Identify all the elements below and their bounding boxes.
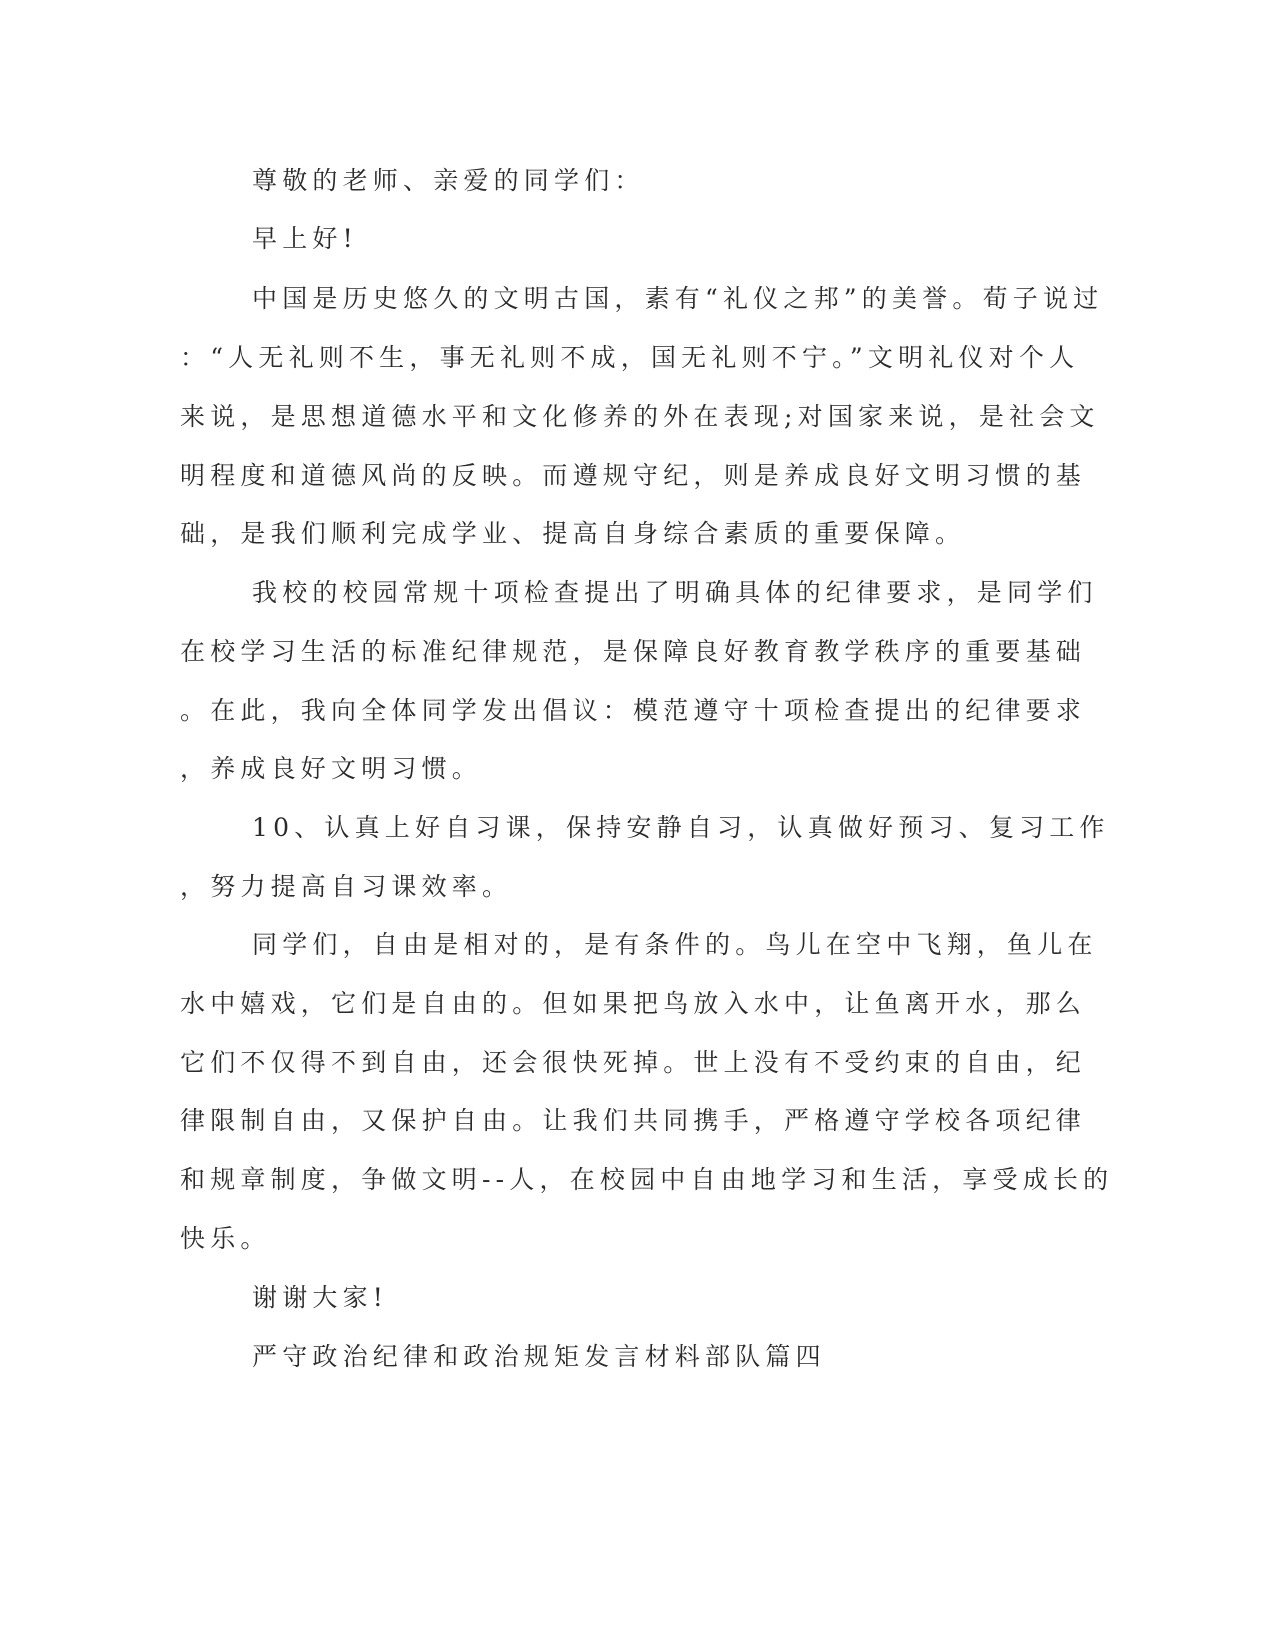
paragraph-2-line-4: ，养成良好文明习惯。 xyxy=(180,754,483,783)
paragraph-3-line-2: ，努力提高自习课效率。 xyxy=(180,872,513,901)
paragraph-4-line-6: 快乐。 xyxy=(180,1224,271,1253)
paragraph-1-line-1: 中国是历史悠久的文明古国，素有“礼仪之邦”的美誉。荀子说过 xyxy=(252,284,1104,313)
paragraph-4-line-4: 律限制自由，又保护自由。让我们共同携手，严格遵守学校各项纪律 xyxy=(180,1106,1087,1135)
paragraph-2-line-2: 在校学习生活的标准纪律规范，是保障良好教育教学秩序的重要基础 xyxy=(180,637,1087,666)
paragraph-4-line-1: 同学们，自由是相对的，是有条件的。鸟儿在空中飞翔，鱼儿在 xyxy=(252,930,1098,959)
paragraph-3-line-1: 10、认真上好自习课，保持安静自习，认真做好预习、复习工作 xyxy=(252,813,1110,842)
greeting: 早上好! xyxy=(252,224,358,253)
paragraph-1-line-5: 础，是我们顺利完成学业、提高自身综合素质的重要保障。 xyxy=(180,519,966,548)
paragraph-2-line-3: 。在此，我向全体同学发出倡议：模范遵守十项检查提出的纪律要求 xyxy=(180,696,1087,725)
paragraph-1-line-2: ：“人无礼则不生，事无礼则不成，国无礼则不宁。”文明礼仪对个人 xyxy=(180,343,1080,372)
paragraph-1-line-3: 来说，是思想道德水平和文化修养的外在表现;对国家来说，是社会文 xyxy=(180,402,1100,431)
salutation: 尊敬的老师、亲爱的同学们： xyxy=(252,166,645,195)
paragraph-4-line-5: 和规章制度，争做文明--人，在校园中自由地学习和生活，享受成长的 xyxy=(180,1165,1114,1194)
paragraph-2-line-1: 我校的校园常规十项检查提出了明确具体的纪律要求，是同学们 xyxy=(252,578,1098,607)
section-heading: 严守政治纪律和政治规矩发言材料部队篇四 xyxy=(252,1342,826,1371)
closing-thanks: 谢谢大家! xyxy=(252,1283,389,1312)
paragraph-1-line-4: 明程度和道德风尚的反映。而遵规守纪，则是养成良好文明习惯的基 xyxy=(180,461,1087,490)
paragraph-4-line-2: 水中嬉戏，它们是自由的。但如果把鸟放入水中，让鱼离开水，那么 xyxy=(180,989,1087,1018)
paragraph-4-line-3: 它们不仅得不到自由，还会很快死掉。世上没有不受约束的自由，纪 xyxy=(180,1048,1087,1077)
